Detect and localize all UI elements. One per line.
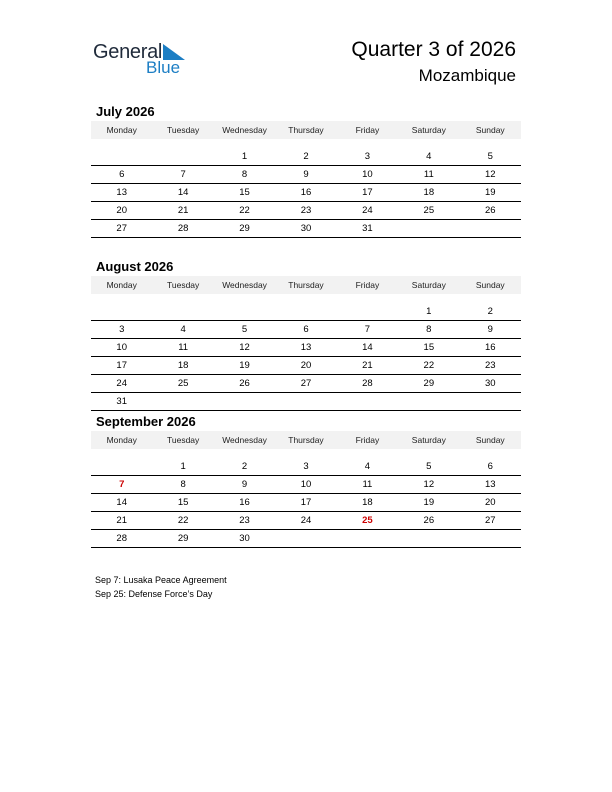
day-cell: 16	[214, 494, 275, 512]
day-cell	[337, 303, 398, 321]
day-cell	[275, 530, 336, 548]
day-cell: 30	[214, 530, 275, 548]
day-cell: 3	[337, 148, 398, 166]
weekday-header: Wednesday	[214, 276, 275, 294]
weekday-header: Saturday	[398, 431, 459, 449]
weekday-header: Sunday	[460, 276, 521, 294]
day-cell: 13	[460, 476, 521, 494]
day-cell: 6	[91, 166, 152, 184]
day-cell	[91, 303, 152, 321]
day-cell: 17	[91, 357, 152, 375]
day-cell: 5	[398, 458, 459, 476]
weekday-header: Saturday	[398, 121, 459, 139]
weekday-header: Sunday	[460, 431, 521, 449]
week-row	[91, 512, 521, 530]
day-cell: 30	[460, 375, 521, 393]
week-row	[91, 303, 521, 321]
day-cell: 15	[398, 339, 459, 357]
day-cell: 19	[214, 357, 275, 375]
day-cell: 18	[152, 357, 213, 375]
day-cell: 20	[460, 494, 521, 512]
day-cell: 12	[460, 166, 521, 184]
day-cell	[398, 220, 459, 238]
weekday-header: Wednesday	[214, 431, 275, 449]
day-cell: 12	[214, 339, 275, 357]
week-row	[91, 220, 521, 238]
day-cell: 29	[398, 375, 459, 393]
logo-text-general: General	[93, 41, 163, 63]
month-title: September 2026	[96, 414, 196, 429]
week-row	[91, 393, 521, 411]
weekday-header: Thursday	[275, 276, 336, 294]
day-cell: 22	[398, 357, 459, 375]
day-cell: 14	[91, 494, 152, 512]
day-cell: 3	[275, 458, 336, 476]
day-cell: 2	[214, 458, 275, 476]
day-cell: 11	[337, 476, 398, 494]
day-cell: 24	[275, 512, 336, 530]
day-cell: 24	[337, 202, 398, 220]
day-cell: 9	[214, 476, 275, 494]
day-cell	[275, 303, 336, 321]
week-row	[91, 148, 521, 166]
weekday-header: Tuesday	[152, 121, 213, 139]
day-cell: 11	[398, 166, 459, 184]
calendar-grid	[91, 431, 521, 548]
country-name: Mozambique	[418, 66, 516, 85]
day-cell: 26	[214, 375, 275, 393]
weekday-header-row	[91, 276, 521, 294]
day-cell: 2	[460, 303, 521, 321]
header-spacer	[91, 294, 521, 303]
calendar-grid	[91, 121, 521, 238]
day-cell	[152, 393, 213, 411]
day-cell: 25	[398, 202, 459, 220]
day-cell: 30	[275, 220, 336, 238]
day-cell: 18	[398, 184, 459, 202]
week-row	[91, 166, 521, 184]
day-cell: 18	[337, 494, 398, 512]
day-cell: 27	[91, 220, 152, 238]
day-cell: 27	[275, 375, 336, 393]
day-cell	[460, 220, 521, 238]
logo-text-blue: Blue	[146, 58, 181, 77]
day-cell: 23	[214, 512, 275, 530]
day-cell: 5	[460, 148, 521, 166]
day-cell: 29	[152, 530, 213, 548]
day-cell: 7	[337, 321, 398, 339]
day-cell: 31	[337, 220, 398, 238]
day-cell: 28	[152, 220, 213, 238]
day-cell: 28	[91, 530, 152, 548]
day-cell: 16	[460, 339, 521, 357]
weekday-header: Friday	[337, 121, 398, 139]
weekday-header: Saturday	[398, 276, 459, 294]
day-cell	[91, 458, 152, 476]
week-row	[91, 184, 521, 202]
weekday-header: Friday	[337, 276, 398, 294]
weekday-header: Thursday	[275, 431, 336, 449]
weekday-header: Thursday	[275, 121, 336, 139]
day-cell: 12	[398, 476, 459, 494]
day-cell	[91, 148, 152, 166]
day-cell: 15	[152, 494, 213, 512]
weekday-header: Tuesday	[152, 276, 213, 294]
day-cell: 28	[337, 375, 398, 393]
day-cell	[337, 530, 398, 548]
day-cell: 9	[275, 166, 336, 184]
weekday-header: Monday	[91, 276, 152, 294]
month-title: July 2026	[96, 104, 155, 119]
day-cell: 19	[460, 184, 521, 202]
day-cell: 6	[460, 458, 521, 476]
month-august	[91, 258, 521, 411]
day-cell	[275, 393, 336, 411]
day-cell	[337, 393, 398, 411]
day-cell: 4	[152, 321, 213, 339]
day-cell: 22	[214, 202, 275, 220]
week-row	[91, 202, 521, 220]
day-cell: 25	[337, 512, 398, 530]
day-cell: 1	[152, 458, 213, 476]
day-cell: 24	[91, 375, 152, 393]
day-cell	[460, 530, 521, 548]
day-cell: 1	[398, 303, 459, 321]
day-cell: 6	[275, 321, 336, 339]
day-cell: 4	[398, 148, 459, 166]
day-cell: 20	[275, 357, 336, 375]
weekday-header: Sunday	[460, 121, 521, 139]
day-cell	[398, 393, 459, 411]
day-cell: 19	[398, 494, 459, 512]
holiday-notes	[95, 573, 227, 601]
day-cell: 13	[275, 339, 336, 357]
day-cell: 4	[337, 458, 398, 476]
week-row	[91, 375, 521, 393]
day-cell	[152, 303, 213, 321]
day-cell: 14	[337, 339, 398, 357]
day-cell: 16	[275, 184, 336, 202]
week-row	[91, 494, 521, 512]
month-july	[91, 103, 521, 238]
day-cell	[214, 393, 275, 411]
day-cell: 25	[152, 375, 213, 393]
day-cell	[152, 148, 213, 166]
day-cell: 14	[152, 184, 213, 202]
day-cell: 3	[91, 321, 152, 339]
day-cell: 7	[91, 476, 152, 494]
day-cell: 27	[460, 512, 521, 530]
day-cell: 11	[152, 339, 213, 357]
weekday-header: Monday	[91, 431, 152, 449]
day-cell: 31	[91, 393, 152, 411]
day-cell: 15	[214, 184, 275, 202]
day-cell	[460, 393, 521, 411]
day-cell: 8	[398, 321, 459, 339]
day-cell: 22	[152, 512, 213, 530]
logo	[93, 40, 193, 80]
calendar-grid	[91, 276, 521, 411]
month-september	[91, 413, 521, 548]
day-cell: 21	[337, 357, 398, 375]
day-cell: 8	[152, 476, 213, 494]
day-cell: 10	[337, 166, 398, 184]
day-cell: 9	[460, 321, 521, 339]
week-row	[91, 458, 521, 476]
week-row	[91, 321, 521, 339]
holiday-note: Sep 25: Defense Force’s Day	[95, 589, 213, 599]
day-cell: 17	[275, 494, 336, 512]
weekday-header-row	[91, 121, 521, 139]
day-cell: 2	[275, 148, 336, 166]
holiday-note: Sep 7: Lusaka Peace Agreement	[95, 575, 227, 585]
day-cell: 13	[91, 184, 152, 202]
month-title: August 2026	[96, 259, 174, 274]
day-cell: 29	[214, 220, 275, 238]
header-spacer	[91, 449, 521, 458]
weekday-header: Monday	[91, 121, 152, 139]
day-cell: 10	[275, 476, 336, 494]
day-cell	[398, 530, 459, 548]
day-cell: 21	[91, 512, 152, 530]
weekday-header: Tuesday	[152, 431, 213, 449]
day-cell: 8	[214, 166, 275, 184]
week-row	[91, 476, 521, 494]
day-cell: 26	[460, 202, 521, 220]
day-cell: 20	[91, 202, 152, 220]
day-cell: 23	[460, 357, 521, 375]
day-cell: 1	[214, 148, 275, 166]
header-spacer	[91, 139, 521, 148]
day-cell: 5	[214, 321, 275, 339]
day-cell: 23	[275, 202, 336, 220]
day-cell: 26	[398, 512, 459, 530]
weekday-header: Friday	[337, 431, 398, 449]
day-cell: 7	[152, 166, 213, 184]
weekday-header-row	[91, 431, 521, 449]
week-row	[91, 339, 521, 357]
day-cell: 17	[337, 184, 398, 202]
week-row	[91, 530, 521, 548]
weekday-header: Wednesday	[214, 121, 275, 139]
day-cell	[214, 303, 275, 321]
page-title: Quarter 3 of 2026	[351, 38, 516, 61]
week-row	[91, 357, 521, 375]
day-cell: 10	[91, 339, 152, 357]
day-cell: 21	[152, 202, 213, 220]
